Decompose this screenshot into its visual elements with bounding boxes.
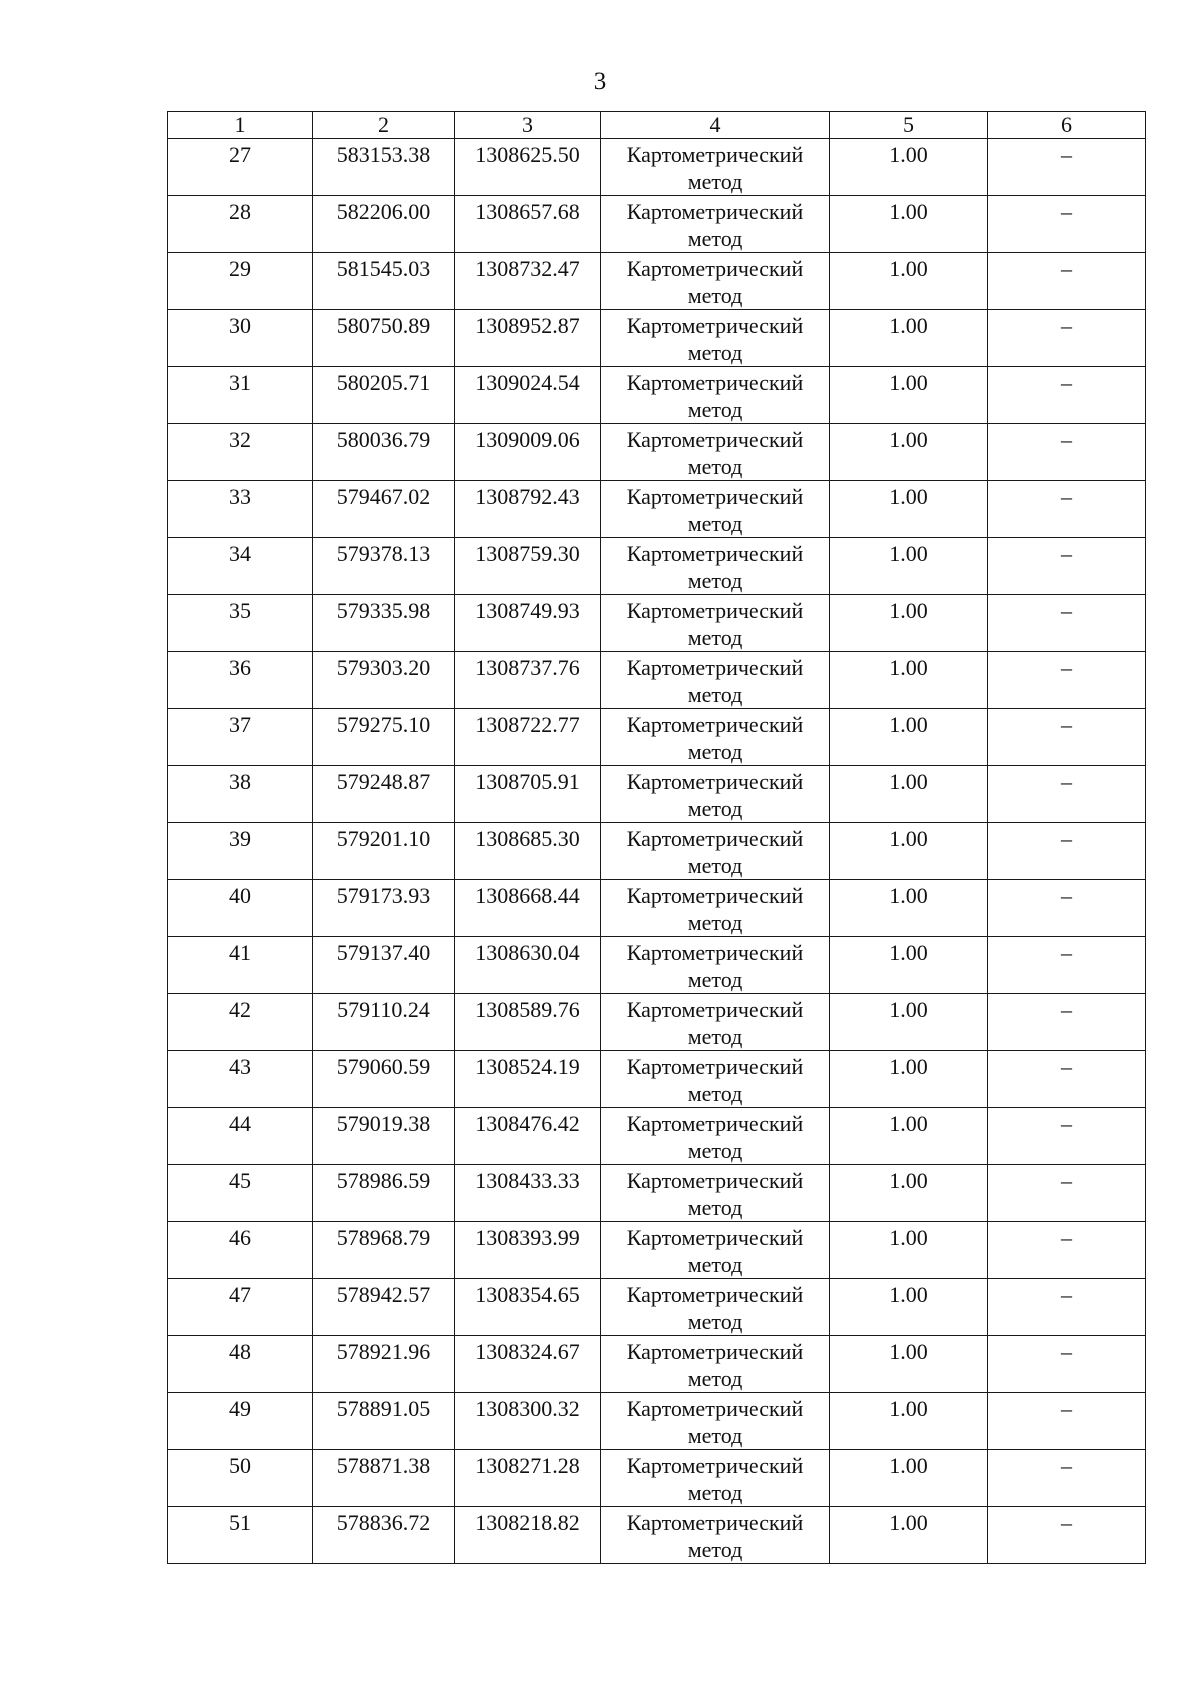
accuracy-cell: 1.00 (830, 937, 988, 994)
accuracy-cell: 1.00 (830, 538, 988, 595)
y-coordinate-cell: 1308324.67 (455, 1336, 601, 1393)
method-cell: Картометрический метод (601, 1393, 830, 1450)
y-coordinate-cell: 1308476.42 (455, 1108, 601, 1165)
accuracy-cell: 1.00 (830, 1336, 988, 1393)
description-cell: – (988, 253, 1146, 310)
method-cell: Картометрический метод (601, 1279, 830, 1336)
point-number-cell: 27 (168, 139, 313, 196)
accuracy-cell: 1.00 (830, 1165, 988, 1222)
accuracy-cell: 1.00 (830, 139, 988, 196)
table-row (168, 253, 1146, 310)
method-cell: Картометрический метод (601, 310, 830, 367)
table-row (168, 196, 1146, 253)
x-coordinate-cell: 580036.79 (313, 424, 455, 481)
x-coordinate-cell: 579467.02 (313, 481, 455, 538)
method-cell: Картометрический метод (601, 139, 830, 196)
point-number-cell: 34 (168, 538, 313, 595)
x-coordinate-cell: 580205.71 (313, 367, 455, 424)
y-coordinate-cell: 1308722.77 (455, 709, 601, 766)
y-coordinate-cell: 1308589.76 (455, 994, 601, 1051)
table-row (168, 766, 1146, 823)
x-coordinate-cell: 578836.72 (313, 1507, 455, 1564)
x-coordinate-cell: 579201.10 (313, 823, 455, 880)
x-coordinate-cell: 579137.40 (313, 937, 455, 994)
point-number-cell: 46 (168, 1222, 313, 1279)
description-cell: – (988, 595, 1146, 652)
description-cell: – (988, 1507, 1146, 1564)
x-coordinate-cell: 578968.79 (313, 1222, 455, 1279)
y-coordinate-cell: 1308792.43 (455, 481, 601, 538)
accuracy-cell: 1.00 (830, 823, 988, 880)
point-number-cell: 36 (168, 652, 313, 709)
point-number-cell: 37 (168, 709, 313, 766)
method-cell: Картометрический метод (601, 880, 830, 937)
description-cell: – (988, 994, 1146, 1051)
x-coordinate-cell: 578942.57 (313, 1279, 455, 1336)
table-row (168, 1450, 1146, 1507)
accuracy-cell: 1.00 (830, 310, 988, 367)
method-cell: Картометрический метод (601, 994, 830, 1051)
accuracy-cell: 1.00 (830, 1450, 988, 1507)
table-row (168, 481, 1146, 538)
x-coordinate-cell: 580750.89 (313, 310, 455, 367)
column-header-4: 4 (601, 112, 830, 139)
point-number-cell: 28 (168, 196, 313, 253)
accuracy-cell: 1.00 (830, 253, 988, 310)
x-coordinate-cell: 582206.00 (313, 196, 455, 253)
table-row (168, 310, 1146, 367)
accuracy-cell: 1.00 (830, 1108, 988, 1165)
method-cell: Картометрический метод (601, 652, 830, 709)
table-row (168, 424, 1146, 481)
description-cell: – (988, 709, 1146, 766)
y-coordinate-cell: 1308354.65 (455, 1279, 601, 1336)
y-coordinate-cell: 1308433.33 (455, 1165, 601, 1222)
y-coordinate-cell: 1308524.19 (455, 1051, 601, 1108)
table-row (168, 1279, 1146, 1336)
table-row (168, 1165, 1146, 1222)
method-cell: Картометрический метод (601, 424, 830, 481)
description-cell: – (988, 1165, 1146, 1222)
table-row (168, 595, 1146, 652)
y-coordinate-cell: 1308759.30 (455, 538, 601, 595)
description-cell: – (988, 1222, 1146, 1279)
table-row (168, 538, 1146, 595)
accuracy-cell: 1.00 (830, 1279, 988, 1336)
table-row (168, 367, 1146, 424)
table-row (168, 1507, 1146, 1564)
accuracy-cell: 1.00 (830, 1393, 988, 1450)
point-number-cell: 33 (168, 481, 313, 538)
point-number-cell: 50 (168, 1450, 313, 1507)
description-cell: – (988, 139, 1146, 196)
y-coordinate-cell: 1308218.82 (455, 1507, 601, 1564)
point-number-cell: 48 (168, 1336, 313, 1393)
method-cell: Картометрический метод (601, 253, 830, 310)
x-coordinate-cell: 579335.98 (313, 595, 455, 652)
x-coordinate-cell: 578921.96 (313, 1336, 455, 1393)
x-coordinate-cell: 579173.93 (313, 880, 455, 937)
table-row (168, 1393, 1146, 1450)
accuracy-cell: 1.00 (830, 424, 988, 481)
accuracy-cell: 1.00 (830, 994, 988, 1051)
table-row (168, 823, 1146, 880)
method-cell: Картометрический метод (601, 766, 830, 823)
table-row (168, 1108, 1146, 1165)
point-number-cell: 30 (168, 310, 313, 367)
x-coordinate-cell: 581545.03 (313, 253, 455, 310)
description-cell: – (988, 1279, 1146, 1336)
accuracy-cell: 1.00 (830, 766, 988, 823)
x-coordinate-cell: 578871.38 (313, 1450, 455, 1507)
point-number-cell: 31 (168, 367, 313, 424)
table-row (168, 880, 1146, 937)
description-cell: – (988, 196, 1146, 253)
header-row (168, 112, 1146, 139)
point-number-cell: 42 (168, 994, 313, 1051)
x-coordinate-cell: 579060.59 (313, 1051, 455, 1108)
description-cell: – (988, 424, 1146, 481)
table-row (168, 1051, 1146, 1108)
y-coordinate-cell: 1308657.68 (455, 196, 601, 253)
column-header-2: 2 (313, 112, 455, 139)
y-coordinate-cell: 1308630.04 (455, 937, 601, 994)
point-number-cell: 49 (168, 1393, 313, 1450)
point-number-cell: 51 (168, 1507, 313, 1564)
method-cell: Картометрический метод (601, 196, 830, 253)
method-cell: Картометрический метод (601, 1222, 830, 1279)
point-number-cell: 39 (168, 823, 313, 880)
method-cell: Картометрический метод (601, 1165, 830, 1222)
method-cell: Картометрический метод (601, 1450, 830, 1507)
table-row (168, 139, 1146, 196)
point-number-cell: 40 (168, 880, 313, 937)
method-cell: Картометрический метод (601, 1051, 830, 1108)
column-header-1: 1 (168, 112, 313, 139)
x-coordinate-cell: 579019.38 (313, 1108, 455, 1165)
column-header-5: 5 (830, 112, 988, 139)
table-row (168, 652, 1146, 709)
y-coordinate-cell: 1308737.76 (455, 652, 601, 709)
method-cell: Картометрический метод (601, 937, 830, 994)
table-row (168, 1222, 1146, 1279)
description-cell: – (988, 538, 1146, 595)
page-number: 3 (593, 68, 607, 95)
coordinates-table (167, 111, 1146, 1564)
description-cell: – (988, 766, 1146, 823)
accuracy-cell: 1.00 (830, 709, 988, 766)
description-cell: – (988, 1450, 1146, 1507)
table-row (168, 1336, 1146, 1393)
point-number-cell: 45 (168, 1165, 313, 1222)
description-cell: – (988, 880, 1146, 937)
y-coordinate-cell: 1308271.28 (455, 1450, 601, 1507)
accuracy-cell: 1.00 (830, 652, 988, 709)
x-coordinate-cell: 579248.87 (313, 766, 455, 823)
y-coordinate-cell: 1308393.99 (455, 1222, 601, 1279)
table-row (168, 937, 1146, 994)
point-number-cell: 32 (168, 424, 313, 481)
table-row (168, 709, 1146, 766)
point-number-cell: 44 (168, 1108, 313, 1165)
x-coordinate-cell: 579378.13 (313, 538, 455, 595)
column-header-6: 6 (988, 112, 1146, 139)
y-coordinate-cell: 1308732.47 (455, 253, 601, 310)
y-coordinate-cell: 1308705.91 (455, 766, 601, 823)
point-number-cell: 29 (168, 253, 313, 310)
y-coordinate-cell: 1308749.93 (455, 595, 601, 652)
x-coordinate-cell: 579275.10 (313, 709, 455, 766)
description-cell: – (988, 1393, 1146, 1450)
y-coordinate-cell: 1309024.54 (455, 367, 601, 424)
x-coordinate-cell: 579110.24 (313, 994, 455, 1051)
description-cell: – (988, 823, 1146, 880)
method-cell: Картометрический метод (601, 481, 830, 538)
method-cell: Картометрический метод (601, 1336, 830, 1393)
accuracy-cell: 1.00 (830, 196, 988, 253)
description-cell: – (988, 652, 1146, 709)
accuracy-cell: 1.00 (830, 1507, 988, 1564)
accuracy-cell: 1.00 (830, 880, 988, 937)
description-cell: – (988, 1051, 1146, 1108)
y-coordinate-cell: 1308685.30 (455, 823, 601, 880)
y-coordinate-cell: 1308952.87 (455, 310, 601, 367)
accuracy-cell: 1.00 (830, 1222, 988, 1279)
method-cell: Картометрический метод (601, 595, 830, 652)
method-cell: Картометрический метод (601, 1108, 830, 1165)
point-number-cell: 43 (168, 1051, 313, 1108)
accuracy-cell: 1.00 (830, 595, 988, 652)
table-body (168, 139, 1146, 1564)
description-cell: – (988, 481, 1146, 538)
method-cell: Картометрический метод (601, 709, 830, 766)
description-cell: – (988, 937, 1146, 994)
description-cell: – (988, 310, 1146, 367)
table-row (168, 994, 1146, 1051)
x-coordinate-cell: 579303.20 (313, 652, 455, 709)
accuracy-cell: 1.00 (830, 481, 988, 538)
column-header-3: 3 (455, 112, 601, 139)
method-cell: Картометрический метод (601, 823, 830, 880)
description-cell: – (988, 367, 1146, 424)
accuracy-cell: 1.00 (830, 367, 988, 424)
description-cell: – (988, 1336, 1146, 1393)
y-coordinate-cell: 1309009.06 (455, 424, 601, 481)
method-cell: Картометрический метод (601, 1507, 830, 1564)
x-coordinate-cell: 578891.05 (313, 1393, 455, 1450)
description-cell: – (988, 1108, 1146, 1165)
method-cell: Картометрический метод (601, 367, 830, 424)
accuracy-cell: 1.00 (830, 1051, 988, 1108)
y-coordinate-cell: 1308668.44 (455, 880, 601, 937)
method-cell: Картометрический метод (601, 538, 830, 595)
y-coordinate-cell: 1308625.50 (455, 139, 601, 196)
y-coordinate-cell: 1308300.32 (455, 1393, 601, 1450)
point-number-cell: 41 (168, 937, 313, 994)
point-number-cell: 35 (168, 595, 313, 652)
point-number-cell: 47 (168, 1279, 313, 1336)
point-number-cell: 38 (168, 766, 313, 823)
x-coordinate-cell: 583153.38 (313, 139, 455, 196)
table-header (168, 112, 1146, 139)
x-coordinate-cell: 578986.59 (313, 1165, 455, 1222)
